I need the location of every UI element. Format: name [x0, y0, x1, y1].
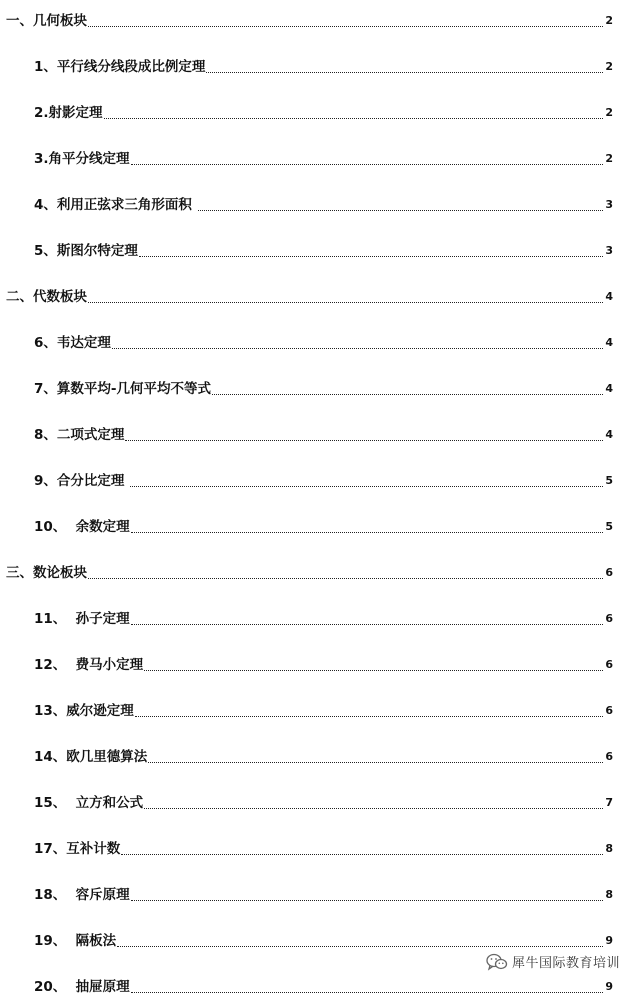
toc-dot-leader [131, 163, 604, 165]
toc-dot-leader [131, 623, 604, 625]
toc-title[interactable]: 17、互补计数 [34, 841, 121, 857]
toc-item-row[interactable] [0, 54, 628, 76]
toc-page-number: 5 [605, 520, 613, 533]
toc-dot-leader [212, 393, 603, 395]
toc-page-number: 4 [605, 428, 613, 441]
toc-page-number: 4 [605, 290, 613, 303]
toc-entry[interactable] [34, 54, 613, 76]
toc-dot-leader [139, 255, 603, 257]
toc-dot-leader [131, 899, 604, 901]
toc-title[interactable]: 9、合分比定理 [34, 473, 130, 489]
toc-item-row[interactable] [0, 192, 628, 214]
toc-section-row[interactable] [0, 8, 628, 30]
toc-section-row[interactable] [0, 284, 628, 306]
toc-page-number: 6 [605, 704, 613, 717]
toc-title[interactable]: 一、几何板块 [6, 13, 87, 29]
toc-dot-leader [144, 807, 603, 809]
toc-page-number: 2 [605, 106, 613, 119]
toc-page-number: 8 [605, 842, 613, 855]
toc-item-row[interactable] [0, 836, 628, 858]
toc-page-number: 2 [605, 14, 613, 27]
toc-entry[interactable] [34, 100, 613, 122]
toc-title[interactable]: 7、算数平均-几何平均不等式 [34, 381, 211, 397]
toc-item-row[interactable] [0, 928, 628, 950]
toc-page-number: 6 [605, 750, 613, 763]
toc-title[interactable]: 15、 立方和公式 [34, 795, 144, 811]
toc-dot-leader [88, 301, 603, 303]
toc-entry[interactable] [34, 698, 613, 720]
toc-dot-leader [144, 669, 603, 671]
toc-item-row[interactable] [0, 882, 628, 904]
wechat-icon [486, 953, 508, 971]
watermark-text: 犀牛国际教育培训 [511, 956, 620, 971]
toc-entry[interactable] [34, 146, 613, 168]
toc-page-number: 8 [605, 888, 613, 901]
toc-title[interactable]: 10、 余数定理 [34, 519, 130, 535]
toc-entry[interactable] [6, 8, 613, 30]
toc-dot-leader [148, 761, 603, 763]
toc-entry[interactable] [34, 514, 613, 536]
toc-dot-leader [135, 715, 604, 717]
toc-title[interactable]: 13、威尔逊定理 [34, 703, 134, 719]
toc-item-row[interactable] [0, 100, 628, 122]
toc-entry[interactable] [34, 652, 613, 674]
toc-page-number: 6 [605, 566, 613, 579]
watermark [484, 952, 622, 971]
toc-dot-leader [88, 25, 603, 27]
toc-title[interactable]: 11、 孙子定理 [34, 611, 130, 627]
toc-entry[interactable] [34, 238, 613, 260]
toc-title[interactable]: 2.射影定理 [34, 105, 103, 121]
toc-dot-leader [104, 117, 604, 119]
toc-entry[interactable] [34, 928, 613, 950]
toc-item-row[interactable] [0, 514, 628, 536]
toc-page-number: 7 [605, 796, 613, 809]
toc-entry[interactable] [34, 790, 613, 812]
toc-item-row[interactable] [0, 468, 628, 490]
toc-entry[interactable] [34, 744, 613, 766]
toc-entry[interactable] [34, 192, 613, 214]
toc-entry[interactable] [6, 560, 613, 582]
toc-page-number: 6 [605, 658, 613, 671]
toc-entry[interactable] [34, 376, 613, 398]
toc-dot-leader [121, 853, 603, 855]
toc-entry[interactable] [34, 882, 613, 904]
toc-entry[interactable] [34, 836, 613, 858]
toc-item-row[interactable] [0, 606, 628, 628]
toc-item-row[interactable] [0, 422, 628, 444]
toc-item-row[interactable] [0, 376, 628, 398]
toc-title[interactable]: 二、代数板块 [6, 289, 87, 305]
toc-dot-leader [112, 347, 603, 349]
toc-page-number: 5 [605, 474, 613, 487]
toc-page-number: 4 [605, 382, 613, 395]
toc-title[interactable]: 三、数论板块 [6, 565, 87, 581]
toc-item-row[interactable] [0, 146, 628, 168]
toc-page-number: 2 [605, 60, 613, 73]
toc-title[interactable]: 14、欧几里德算法 [34, 749, 148, 765]
toc-page-number: 9 [605, 980, 613, 993]
toc-item-row[interactable] [0, 238, 628, 260]
toc-title[interactable]: 20、 抽屉原理 [34, 979, 130, 995]
toc-title[interactable]: 19、 隔板法 [34, 933, 117, 949]
toc-title[interactable]: 12、 费马小定理 [34, 657, 144, 673]
toc-item-row[interactable] [0, 744, 628, 766]
toc-section-row[interactable] [0, 560, 628, 582]
toc-dot-leader [88, 577, 603, 579]
toc-item-row[interactable] [0, 790, 628, 812]
toc-title[interactable]: 18、 容斥原理 [34, 887, 130, 903]
toc-page-number: 3 [605, 198, 613, 211]
toc-page-number: 2 [605, 152, 613, 165]
toc-entry[interactable] [34, 422, 613, 444]
toc-page-number: 4 [605, 336, 613, 349]
toc-title[interactable]: 5、斯图尔特定理 [34, 243, 138, 259]
toc-entry[interactable] [34, 468, 613, 490]
toc-entry[interactable] [34, 330, 613, 352]
toc-title[interactable]: 6、韦达定理 [34, 335, 111, 351]
toc-item-row[interactable] [0, 698, 628, 720]
toc-dot-leader [125, 439, 603, 441]
toc-entry[interactable] [6, 284, 613, 306]
toc-dot-leader [206, 71, 603, 73]
toc-item-row[interactable] [0, 652, 628, 674]
toc-page-number: 6 [605, 612, 613, 625]
toc-page-number: 3 [605, 244, 613, 257]
toc-entry[interactable] [34, 606, 613, 628]
toc-title[interactable]: 3.角平分线定理 [34, 151, 130, 167]
toc-dot-leader [131, 531, 604, 533]
toc-item-row[interactable] [0, 330, 628, 352]
toc-dot-leader [198, 209, 604, 211]
toc-page-number: 9 [605, 934, 613, 947]
toc-title[interactable]: 8、二项式定理 [34, 427, 125, 443]
toc-title[interactable]: 1、平行线分线段成比例定理 [34, 59, 206, 75]
toc-dot-leader [130, 485, 603, 487]
toc-dot-leader [117, 945, 603, 947]
toc-title[interactable]: 4、利用正弦求三角形面积 [34, 197, 197, 213]
